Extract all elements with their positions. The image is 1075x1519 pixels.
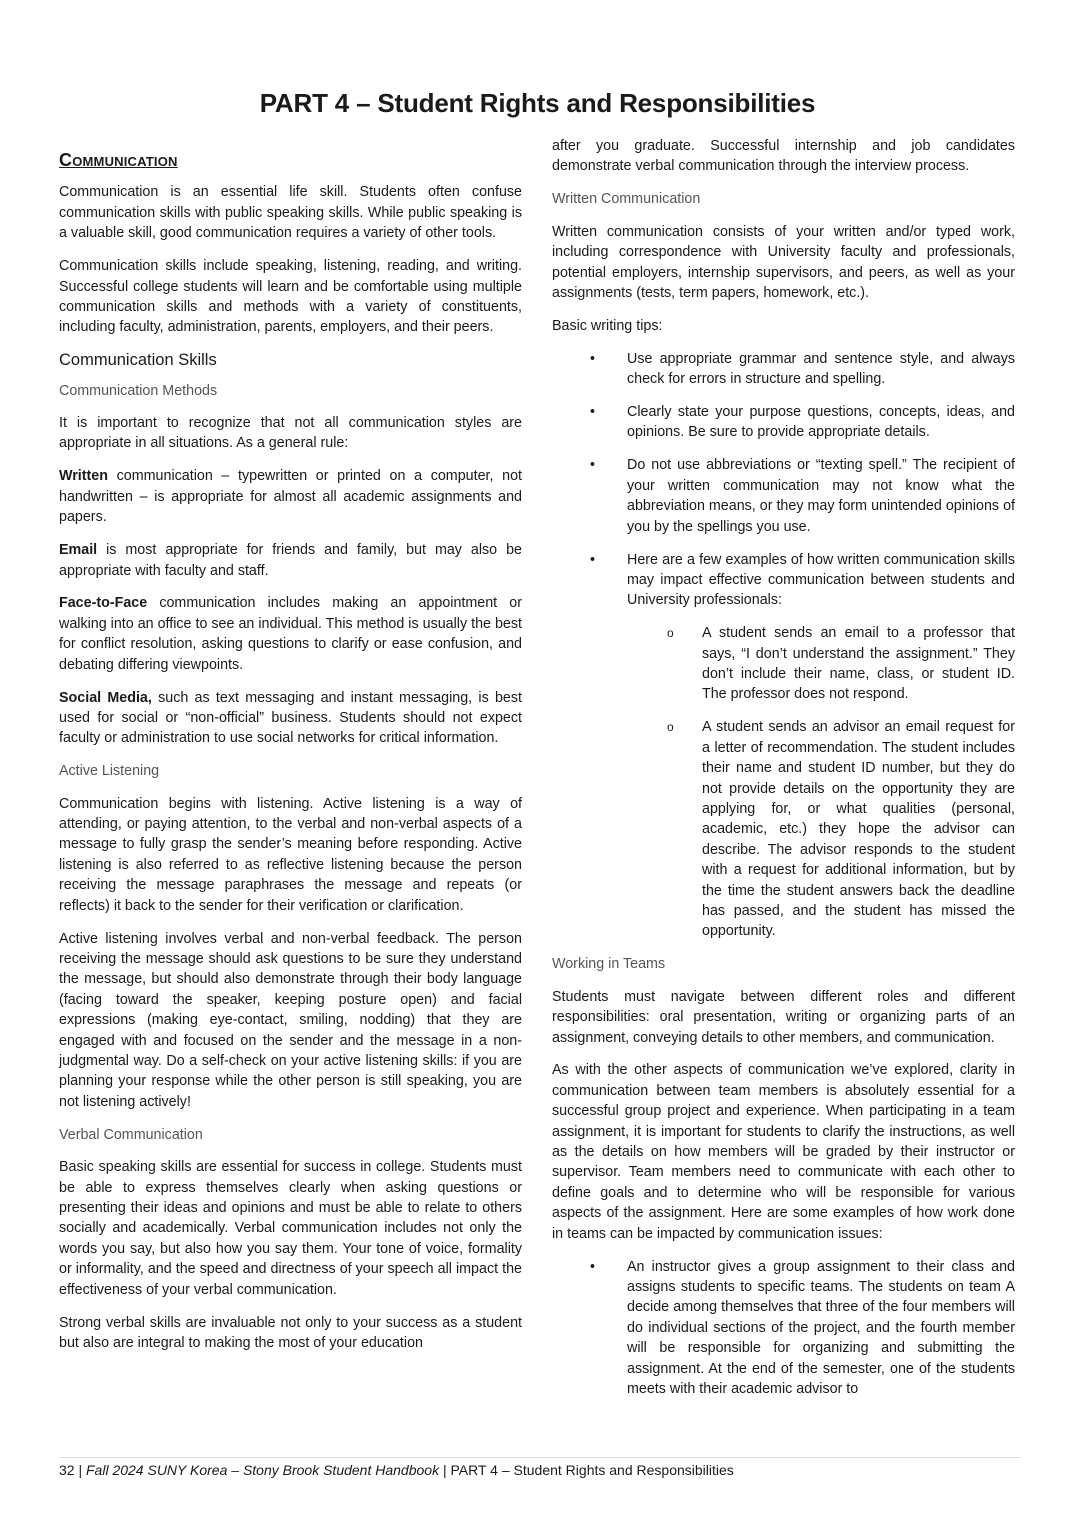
bullet-icon: • [590, 1258, 596, 1275]
list-item: • Here are a few examples of how written communication skills may impact effective communication between students and University professionals: o A student sends an email to a professor that says, “I don’t understand the assignment.” They don’t include their name, class, or student ID. The professor does not respond. o A student sends an advisor an email request for a letter of recommendation. The student includes their name and student ID number, but they do not provide details on the opportunity they are applying for, or what qualities (personal, academic, etc.) they hope the advisor can describe. The advisor responds to the student with a request for additional information, but by the time the student answers back the deadline has passed, and the student has missed the opportunity. [552, 550, 1015, 942]
left-column [59, 136, 522, 1366]
teams-list [552, 1257, 1015, 1400]
paragraph: Written communication consists of your written and/or typed work, including correspondence with University faculty and professionals, potential employers, internship supervisors, and peers, as well as your assignments (tests, term papers, homework, etc.). [552, 223, 1015, 301]
section-heading-communication: Communication [59, 150, 178, 170]
list-item: • Use appropriate grammar and sentence style, and always check for errors in structure and spelling. [590, 350, 1015, 388]
writing-tips-list [552, 349, 1015, 942]
list-item: • Clearly state your purpose questions, concepts, ideas, and opinions. Be sure to provide appropriate details. [590, 404, 1015, 441]
paragraph-written: Written communication – typewritten or printed on a computer, not handwritten – is appropriate for almost all academic assignments and papers. [59, 468, 522, 526]
subheading-communication-skills: Communication Skills [59, 351, 217, 370]
list-item: • Do not use abbreviations or “texting spell.” The recipient of your written communication may not know what the abbreviation means, or they may form unintended opinions of you by the spellings you use. [590, 457, 1015, 535]
paragraph: Basic writing tips: [552, 317, 663, 334]
list-item: o A student sends an email to a professor that says, “I don’t understand the assignment.” They don’t include their name, class, or student ID. The professor does not respond. [667, 625, 1015, 703]
list-item: o A student sends an advisor an email request for a letter of recommendation. The student includes their name and student ID number, but they do not provide details on the opportunity they are applying for, or what qualities (personal, academic, etc.) they hope the advisor can describe. The advisor responds to the student with a request for additional information, but by the time the student answers back the deadline has passed, and the student has missed the opportunity. [667, 719, 1015, 940]
bullet-icon: • [590, 350, 596, 367]
paragraph: Communication begins with listening. Active listening is a way of attending, or paying attention, to the verbal and non-verbal aspects of a message to fully grasp the sender’s meaning before responding. Active listening is also referred to as reflective listening because the person receiving the message paraphrases the message and repeats (or reflects) it back to the sender for their verification or clarification. [59, 795, 522, 914]
paragraph: As with the other aspects of communication we’ve explored, clarity in communication between team members is absolutely essential for a successful group project and experience. When participating in a team assignment, it is important for students to clarify the instructions, as well as the details on how members will be graded by their instructor or supervisor. Team members need to communicate with each other to define goals and to determine who will be responsible for various aspects of the assignment. Here are some examples of how work done in teams can be impacted by communication issues: [552, 1062, 1015, 1242]
heading-verbal-communication: Verbal Communication [59, 1126, 203, 1143]
paragraph-email: Email is most appropriate for friends and family, but may also be appropriate with faculty and staff. [59, 542, 522, 579]
term-face-to-face: Face-to-Face [59, 595, 148, 612]
bullet-icon: • [590, 551, 596, 568]
circle-bullet-icon: o [667, 720, 674, 735]
bullet-icon: • [590, 404, 596, 421]
term-social-media: Social Media, [59, 689, 152, 706]
heading-working-in-teams: Working in Teams [552, 956, 666, 973]
paragraph: Strong verbal skills are invaluable not only to your success as a student but also are integral to making the most of your education [59, 1314, 522, 1351]
paragraph: after you graduate. Successful internship and job candidates demonstrate verbal communication through the interview process. [552, 138, 1015, 175]
handbook-title: Fall 2024 SUNY Korea – Stony Brook Student Handbook [86, 1462, 440, 1478]
circle-bullet-icon: o [667, 626, 674, 641]
paragraph: Basic speaking skills are essential for success in college. Students must be able to express themselves clearly when asking questions or presenting their ideas and opinions and must be able to relate to others socially and academically. Verbal communication includes not only the words you say, but also how you say them. Your tone of voice, formality or informality, and the speed and directness of your speech all impact the effectiveness of your verbal communication. [59, 1159, 522, 1298]
paragraph: Students must navigate between different roles and different responsibilities: oral presentation, writing or organizing parts of an assignment, conveying details to other members, and communication. [552, 988, 1015, 1046]
right-column [552, 136, 1015, 1412]
term-email: Email [59, 542, 98, 559]
heading-communication-methods: Communication Methods [59, 382, 218, 399]
heading-active-listening: Active Listening [59, 763, 160, 780]
term-written: Written [59, 468, 108, 485]
paragraph: Communication skills include speaking, listening, reading, and writing. Successful college students will learn and be comfortable using multiple communication skills and methods with a variety of constituents, including faculty, administration, parents, employers, and their peers. [59, 258, 522, 336]
examples-list [552, 623, 1015, 942]
paragraph: Communication is an essential life skill. Students often confuse communication skills with public speaking skills. While public speaking is a valuable skill, good communication requires a variety of other tools. [59, 184, 522, 242]
list-item: • An instructor gives a group assignment to their class and assigns students to specific teams. The students on team A decide among themselves that three of the four members will do individual sections of the project, and the fourth member will be responsible for organizing and submitting the assignment. At the end of the semester, one of the students meets with their academic advisor to [590, 1258, 1015, 1398]
footer-section: PART 4 – Student Rights and Responsibilities [450, 1462, 734, 1478]
paragraph-face-to-face: Face-to-Face communication includes making an appointment or walking into an office to see an individual. This method is usually the best for conflict resolution, asking questions to clarify or ease confusion, and debating differing viewpoints. [59, 595, 522, 673]
heading-written-communication: Written Communication [552, 191, 701, 208]
page-number: 32 [59, 1462, 75, 1478]
paragraph-social-media: Social Media, such as text messaging and instant messaging, is best used for social or “non-official” business. Students should not expect faculty or administration to use social networks for critical information. [59, 689, 523, 747]
page-title: PART 4 – Student Rights and Responsibilities [259, 88, 816, 118]
page-footer: 32 | Fall 2024 SUNY Korea – Stony Brook Student Handbook | PART 4 – Student Rights and Responsibilities [59, 1457, 1021, 1478]
bullet-icon: • [590, 457, 596, 474]
paragraph: It is important to recognize that not all communication styles are appropriate in all situations. As a general rule: [59, 415, 522, 452]
paragraph: Active listening involves verbal and non-verbal feedback. The person receiving the message should ask questions to be sure they understand the message, but should also demonstrate through their body language (facing toward the speaker, keeping posture open) and facial expressions (making eye-contact, smiling, nodding) that they are engaged with and focused on the sender and the message in a non-judgmental way. Do a self-check on your active listening skills: if you are planning your response while the other person is still speaking, you are not listening actively! [59, 930, 522, 1110]
